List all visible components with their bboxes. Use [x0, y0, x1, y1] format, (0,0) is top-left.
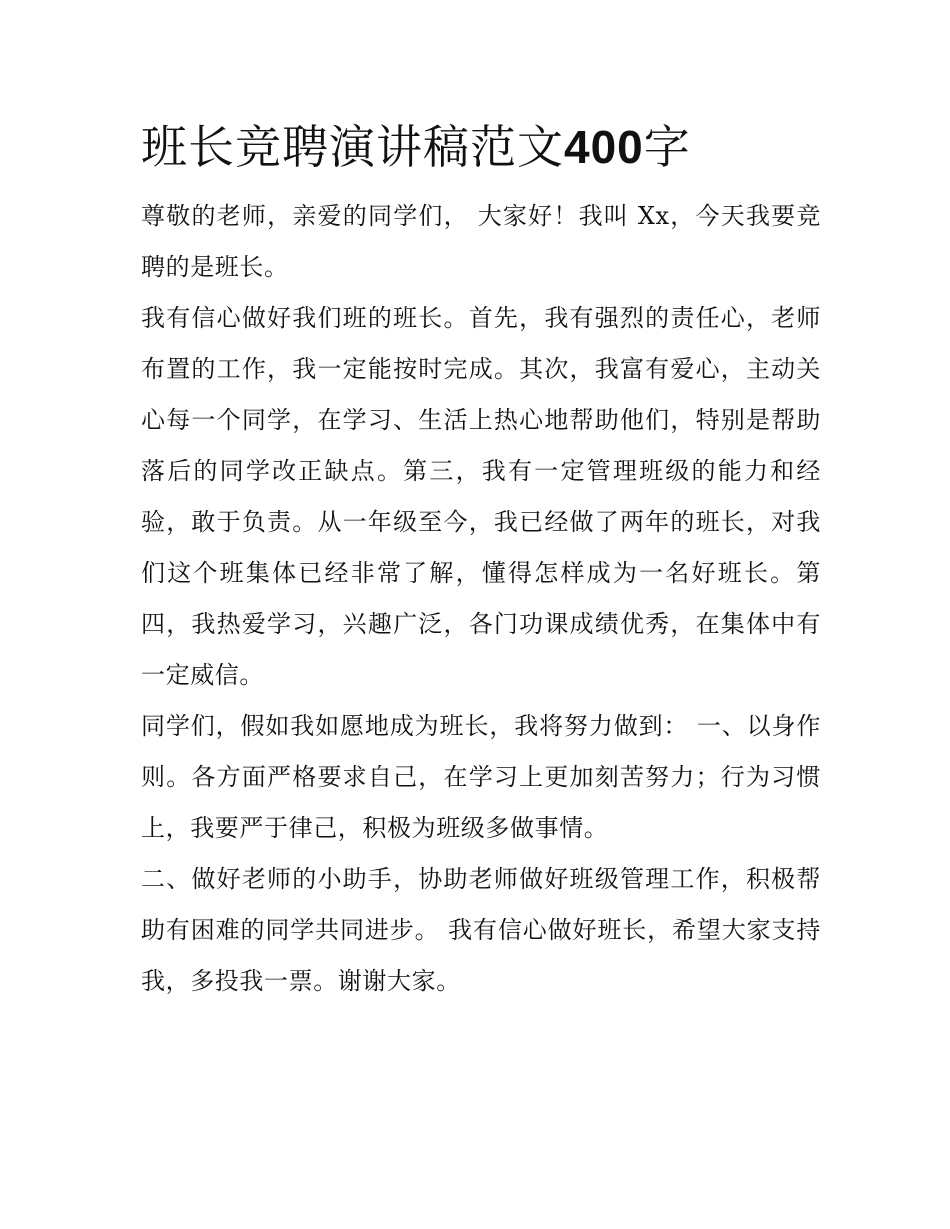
paragraph-greeting: 尊敬的老师，亲爱的同学们， 大家好！我叫 Xx，今天我要竞聘的是班长。: [141, 202, 821, 281]
document-title: [141, 112, 821, 182]
title-number: 400: [564, 121, 644, 173]
paragraph-commitment-two: 二、做好老师的小助手，协助老师做好班级管理工作，积极帮助有困难的同学共同进步。 我有信心做好班长，希望大家支持我，多投我一票。谢谢大家。: [141, 865, 821, 995]
title-suffix: 字: [643, 120, 691, 174]
document-body: [141, 112, 821, 1007]
paragraph-commitment-one: 同学们，假如我如愿地成为班长，我将努力做到： 一、以身作则。各方面严格要求自己，在学习上更加刻苦努力；行为习惯上，我要严于律己，积极为班级多做事情。: [141, 712, 821, 842]
paragraph-qualifications: 我有信心做好我们班的班长。首先，我有强烈的责任心，老师布置的工作，我一定能按时完成。其次，我富有爱心，主动关心每一个同学，在学习、生活上热心地帮助他们，特别是帮助落后的同学改正缺点。第三，我有一定管理班级的能力和经验，敢于负责。从一年级至今，我已经做了两年的班长，对我们这个班集体已经非常了解，懂得怎样成为一名好班长。第四，我热爱学习，兴趣广泛，各门功课成绩优秀，在集体中有一定威信。: [141, 304, 821, 689]
title-text: 班长竞聘演讲稿范文: [141, 120, 564, 174]
